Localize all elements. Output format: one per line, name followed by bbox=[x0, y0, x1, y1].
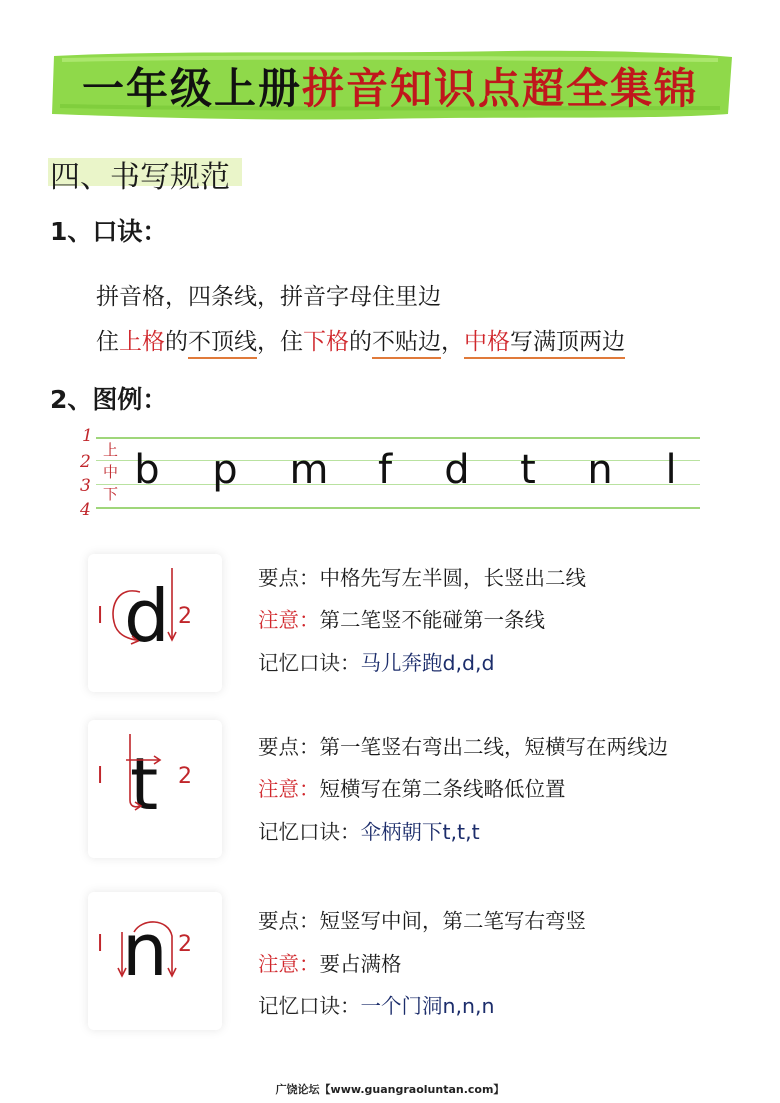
example-letter-b: b bbox=[134, 447, 160, 493]
stroke-label-2: 2 bbox=[178, 932, 192, 957]
stroke-label-1: l bbox=[97, 764, 104, 789]
card-key-point: 要点：第一笔竖右弯出二线，短横写在两线边 bbox=[258, 735, 668, 759]
stroke-arrows-icon bbox=[88, 892, 222, 1030]
example-letter-n: n bbox=[587, 447, 613, 493]
footer-watermark: 广饶论坛【www.guangraoluntan.com】 bbox=[275, 1083, 505, 1096]
stroke-label-2: 2 bbox=[178, 764, 192, 789]
stroke-arrows-icon bbox=[88, 720, 222, 858]
card-letter: t bbox=[130, 742, 159, 826]
grid-line-1 bbox=[96, 437, 700, 439]
letter-card-t bbox=[88, 720, 222, 858]
stroke-arrows-icon bbox=[88, 554, 222, 692]
card-note: 注意：短横写在第二条线略低位置 bbox=[258, 777, 566, 801]
zone-label-bottom: 下 bbox=[103, 485, 119, 503]
example-letter-t: t bbox=[520, 447, 536, 493]
letter-card-d bbox=[88, 554, 222, 692]
subheading-example: 2、图例： bbox=[50, 385, 168, 414]
card-key-point: 要点：短竖写中间，第二笔写右弯竖 bbox=[258, 909, 586, 933]
card-memory: 记忆口诀：一个门洞n,n,n bbox=[258, 994, 495, 1018]
line-number-1: 1 bbox=[82, 426, 93, 446]
rhyme-line-1: 拼音格，四条线，拼音字母住里边 bbox=[96, 284, 441, 310]
card-letter: n bbox=[122, 908, 168, 992]
line-number-2: 2 bbox=[80, 452, 91, 472]
card-key-point: 要点：中格先写左半圆，长竖出二线 bbox=[258, 566, 586, 590]
grid-line-4 bbox=[96, 507, 700, 509]
example-letter-l: l bbox=[665, 447, 677, 493]
zone-label-top: 上 bbox=[103, 441, 119, 459]
section-heading: 四、书写规范 bbox=[50, 160, 230, 195]
card-note: 注意：要占满格 bbox=[258, 952, 402, 976]
example-letter-p: p bbox=[212, 447, 238, 493]
page-title: 一年级上册拼音知识点超全集锦 bbox=[81, 64, 699, 113]
card-memory: 记忆口诀：马儿奔跑d,d,d bbox=[258, 651, 495, 675]
card-letter: d bbox=[124, 574, 170, 658]
letter-card-n bbox=[88, 892, 222, 1030]
example-letter-f: f bbox=[377, 447, 393, 493]
subheading-rhyme: 1、口诀： bbox=[50, 217, 168, 246]
zone-label-middle: 中 bbox=[103, 463, 119, 481]
example-letter-d: d bbox=[444, 447, 470, 493]
stroke-label-1: l bbox=[97, 604, 104, 629]
stroke-label-1: l bbox=[97, 932, 104, 957]
rhyme-line-2: 住上格的不顶线，住下格的不贴边，中格写满顶两边 bbox=[96, 323, 625, 356]
example-letter-m: m bbox=[289, 447, 329, 493]
stroke-label-2: 2 bbox=[178, 604, 192, 629]
card-note: 注意：第二笔竖不能碰第一条线 bbox=[258, 608, 545, 632]
card-memory: 记忆口诀：伞柄朝下t,t,t bbox=[258, 820, 480, 844]
line-number-4: 4 bbox=[80, 500, 91, 520]
line-number-3: 3 bbox=[80, 476, 91, 496]
